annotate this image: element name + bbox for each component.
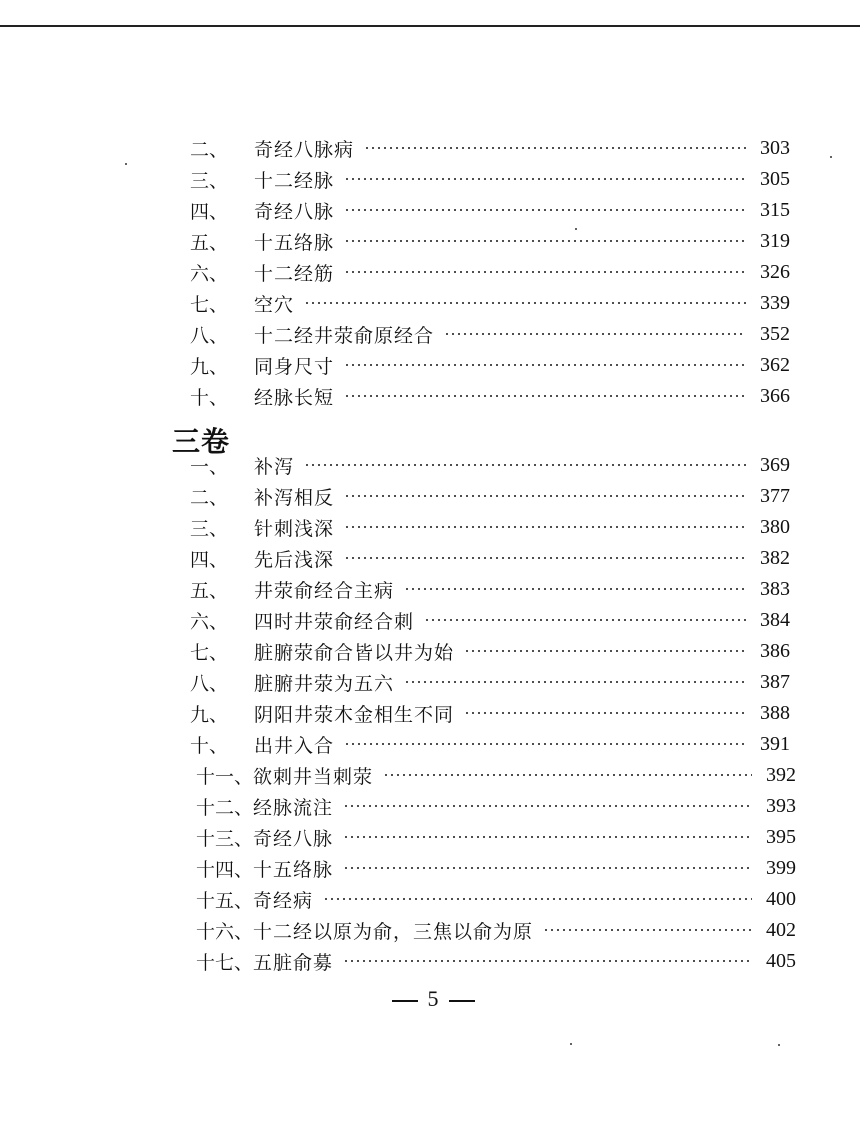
entry-number: 三、 bbox=[190, 517, 229, 540]
entry-page-number: 402 bbox=[766, 918, 796, 941]
entry-page-number: 391 bbox=[760, 732, 790, 755]
entry-title: 十二经筋 bbox=[254, 262, 335, 285]
footer-dash-left bbox=[392, 1000, 418, 1002]
toc-entry bbox=[196, 792, 796, 820]
entry-title: 十二经以原为俞，三焦以俞为原 bbox=[253, 920, 534, 943]
entry-title: 十二经井荥俞原经合 bbox=[254, 324, 435, 347]
entry-title: 补泻相反 bbox=[254, 486, 335, 509]
dot-leader bbox=[424, 619, 746, 621]
entry-page-number: 387 bbox=[760, 670, 790, 693]
dot-leader bbox=[344, 240, 746, 242]
dot-leader bbox=[344, 178, 746, 180]
toc-entry bbox=[190, 134, 790, 162]
scan-speck bbox=[778, 1044, 780, 1046]
dot-leader bbox=[464, 712, 746, 714]
entry-number: 七、 bbox=[190, 641, 229, 664]
entry-page-number: 339 bbox=[760, 291, 790, 314]
dot-leader bbox=[364, 147, 746, 149]
entry-title: 奇经病 bbox=[253, 889, 314, 912]
dot-leader bbox=[344, 209, 746, 211]
dot-leader bbox=[343, 836, 752, 838]
toc-entry bbox=[190, 637, 790, 665]
toc-entry bbox=[196, 823, 796, 851]
entry-number: 十、 bbox=[190, 734, 229, 757]
toc-entry bbox=[190, 482, 790, 510]
page-number: 5 bbox=[427, 986, 439, 1011]
entry-title: 经脉流注 bbox=[253, 796, 334, 819]
toc-entry bbox=[190, 606, 790, 634]
toc-entry bbox=[190, 668, 790, 696]
entry-title: 阴阳井荥木金相生不同 bbox=[254, 703, 455, 726]
entry-number: 五、 bbox=[190, 231, 229, 254]
toc-entry bbox=[190, 451, 790, 479]
entry-page-number: 319 bbox=[760, 229, 790, 252]
toc-entry bbox=[190, 513, 790, 541]
toc-entry bbox=[190, 227, 790, 255]
entry-number: 十七、 bbox=[196, 951, 254, 974]
toc-entry bbox=[190, 351, 790, 379]
entry-page-number: 380 bbox=[760, 515, 790, 538]
entry-number: 四、 bbox=[190, 548, 229, 571]
dot-leader bbox=[304, 464, 746, 466]
entry-page-number: 386 bbox=[760, 639, 790, 662]
dot-leader bbox=[343, 867, 752, 869]
entry-number: 六、 bbox=[190, 610, 229, 633]
entry-page-number: 388 bbox=[760, 701, 790, 724]
entry-number: 二、 bbox=[190, 486, 229, 509]
entry-number: 三、 bbox=[190, 169, 229, 192]
dot-leader bbox=[343, 960, 752, 962]
dot-leader bbox=[344, 271, 746, 273]
toc-entry bbox=[196, 916, 796, 944]
toc-entry bbox=[196, 947, 796, 975]
entry-page-number: 352 bbox=[760, 322, 790, 345]
dot-leader bbox=[344, 526, 746, 528]
entry-title: 十五络脉 bbox=[254, 231, 335, 254]
entry-title: 经脉长短 bbox=[254, 386, 335, 409]
entry-page-number: 315 bbox=[760, 198, 790, 221]
dot-leader bbox=[543, 929, 752, 931]
section-heading: 三卷 bbox=[172, 425, 231, 458]
entry-number: 十一、 bbox=[196, 765, 254, 788]
entry-title: 十五络脉 bbox=[253, 858, 334, 881]
entry-page-number: 392 bbox=[766, 763, 796, 786]
entry-title: 针刺浅深 bbox=[254, 517, 335, 540]
entry-number: 九、 bbox=[190, 703, 229, 726]
footer-dash-right bbox=[449, 1000, 475, 1002]
entry-title: 奇经八脉 bbox=[253, 827, 334, 850]
entry-page-number: 399 bbox=[766, 856, 796, 879]
toc-entry bbox=[190, 544, 790, 572]
entry-page-number: 383 bbox=[760, 577, 790, 600]
scan-speck bbox=[570, 1043, 572, 1045]
dot-leader bbox=[323, 898, 752, 900]
dot-leader bbox=[404, 588, 746, 590]
entry-title: 空穴 bbox=[254, 293, 295, 316]
entry-number: 十三、 bbox=[196, 827, 254, 850]
dot-leader bbox=[344, 364, 746, 366]
dot-leader bbox=[344, 557, 746, 559]
dot-leader bbox=[344, 743, 746, 745]
entry-page-number: 377 bbox=[760, 484, 790, 507]
entry-title: 奇经八脉 bbox=[254, 200, 335, 223]
page-footer bbox=[0, 986, 866, 1012]
toc-entry bbox=[196, 885, 796, 913]
entry-title: 奇经八脉病 bbox=[254, 138, 355, 161]
entry-number: 二、 bbox=[190, 138, 229, 161]
entry-title: 欲刺井当刺荥 bbox=[253, 765, 374, 788]
toc-entry bbox=[196, 854, 796, 882]
entry-number: 八、 bbox=[190, 672, 229, 695]
top-rule bbox=[0, 25, 860, 27]
scan-speck bbox=[575, 228, 577, 230]
entry-page-number: 382 bbox=[760, 546, 790, 569]
entry-page-number: 326 bbox=[760, 260, 790, 283]
dot-leader bbox=[304, 302, 746, 304]
entry-page-number: 395 bbox=[766, 825, 796, 848]
dot-leader bbox=[344, 495, 746, 497]
dot-leader bbox=[464, 650, 746, 652]
entry-number: 十、 bbox=[190, 386, 229, 409]
toc-entry bbox=[190, 258, 790, 286]
toc-entry bbox=[190, 320, 790, 348]
entry-number: 十五、 bbox=[196, 889, 254, 912]
entry-title: 四时井荥俞经合刺 bbox=[254, 610, 415, 633]
dot-leader bbox=[383, 774, 752, 776]
entry-number: 十四、 bbox=[196, 858, 254, 881]
entry-number: 八、 bbox=[190, 324, 229, 347]
entry-number: 六、 bbox=[190, 262, 229, 285]
entry-number: 五、 bbox=[190, 579, 229, 602]
entry-title: 脏腑荥俞合皆以井为始 bbox=[254, 641, 455, 664]
dot-leader bbox=[344, 395, 746, 397]
entry-page-number: 384 bbox=[760, 608, 790, 631]
scan-speck bbox=[125, 163, 127, 165]
entry-number: 七、 bbox=[190, 293, 229, 316]
entry-page-number: 366 bbox=[760, 384, 790, 407]
entry-page-number: 400 bbox=[766, 887, 796, 910]
entry-title: 五脏俞募 bbox=[253, 951, 334, 974]
toc-entry bbox=[190, 289, 790, 317]
entry-page-number: 305 bbox=[760, 167, 790, 190]
scan-speck bbox=[830, 156, 832, 158]
dot-leader bbox=[444, 333, 746, 335]
entry-title: 先后浅深 bbox=[254, 548, 335, 571]
entry-title: 十二经脉 bbox=[254, 169, 335, 192]
entry-title: 补泻 bbox=[254, 455, 295, 478]
entry-number: 四、 bbox=[190, 200, 229, 223]
entry-page-number: 369 bbox=[760, 453, 790, 476]
entry-number: 十二、 bbox=[196, 796, 254, 819]
entry-number: 一、 bbox=[190, 455, 229, 478]
dot-leader bbox=[343, 805, 752, 807]
entry-title: 出井入合 bbox=[254, 734, 335, 757]
entry-page-number: 362 bbox=[760, 353, 790, 376]
entry-title: 同身尺寸 bbox=[254, 355, 335, 378]
toc-entry bbox=[190, 730, 790, 758]
toc-entry bbox=[190, 699, 790, 727]
toc-entry bbox=[190, 165, 790, 193]
entry-title: 脏腑井荥为五六 bbox=[254, 672, 395, 695]
entry-page-number: 405 bbox=[766, 949, 796, 972]
toc-entry bbox=[190, 196, 790, 224]
entry-number: 九、 bbox=[190, 355, 229, 378]
entry-page-number: 393 bbox=[766, 794, 796, 817]
dot-leader bbox=[404, 681, 746, 683]
entry-title: 井荥俞经合主病 bbox=[254, 579, 395, 602]
toc-entry bbox=[190, 575, 790, 603]
entry-number: 十六、 bbox=[196, 920, 254, 943]
toc-entry bbox=[190, 382, 790, 410]
toc-entry bbox=[196, 761, 796, 789]
entry-page-number: 303 bbox=[760, 136, 790, 159]
